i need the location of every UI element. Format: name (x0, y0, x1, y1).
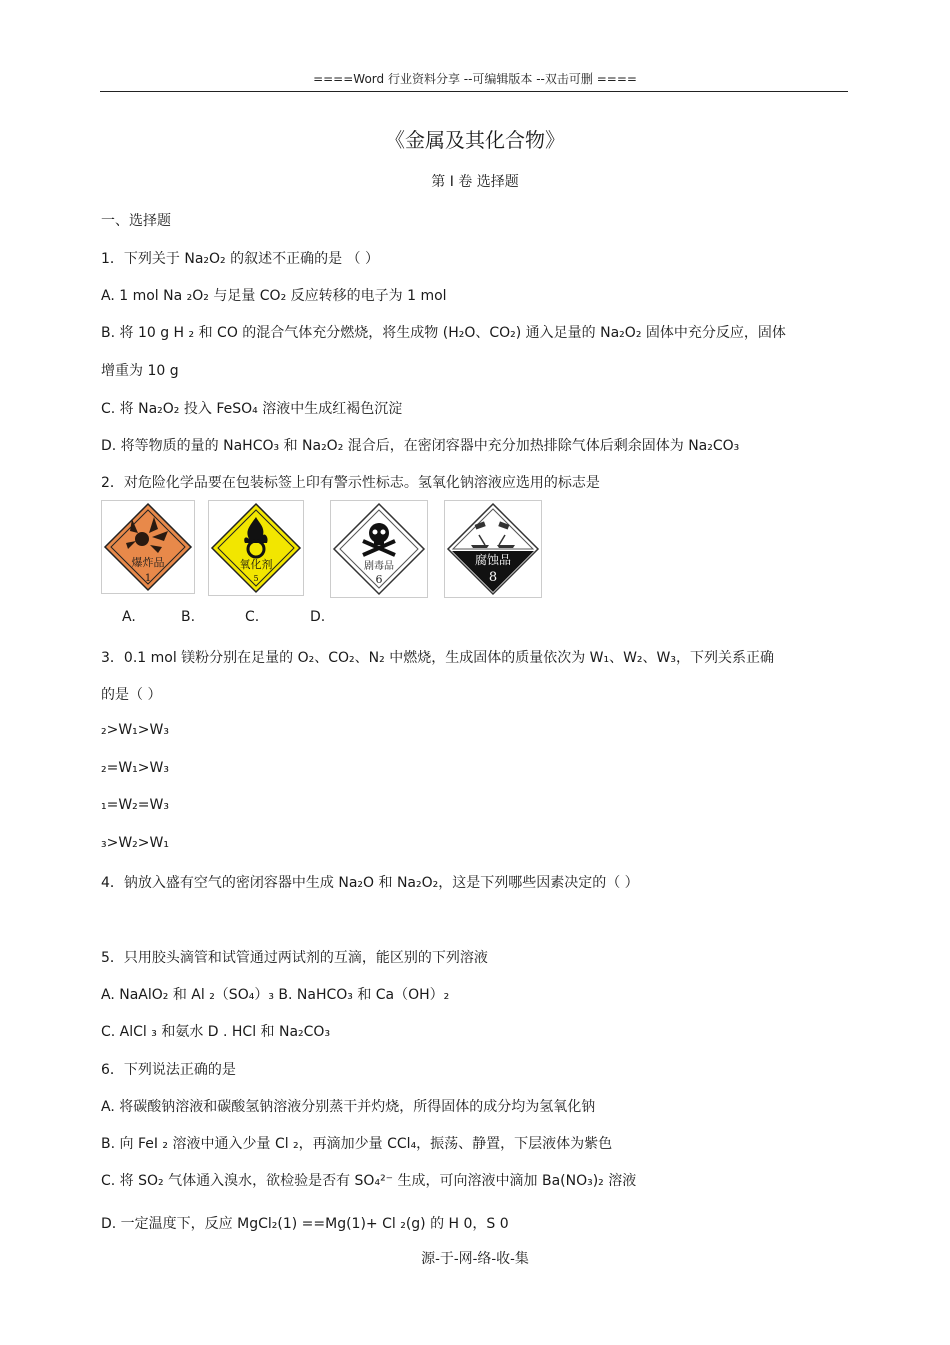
corrosive-sign-icon (444, 500, 542, 598)
question-1-option-c: C. 将 Na₂O₂ 投入 FeSO₄ 溶液中生成红褐色沉淀 (101, 401, 403, 417)
question-6-option-a: A. 将碳酸钠溶液和碳酸氢钠溶液分别蒸干并灼烧，所得固体的成分均为氢氧化钠 (101, 1099, 596, 1115)
question-1-stem: 1．下列关于 Na₂O₂ 的叙述不正确的是 （ ） (101, 251, 380, 267)
question-6-option-b: B. 向 FeI ₂ 溶液中通入少量 Cl ₂，再滴加少量 CCl₄，振荡、静置，下层液体为紫色 (101, 1136, 613, 1152)
question-5-options-ab: A. NaAlO₂ 和 Al ₂（SO₄）₃ B. NaHCO₃ 和 Ca（OH）₂ (101, 987, 450, 1003)
question-5-stem: 5．只用胶头滴管和试管通过两试剂的互滴，能区别的下列溶液 (101, 950, 488, 966)
toxic-sign-number: 6 (375, 573, 383, 586)
explosive-sign-number: 1 (144, 573, 152, 584)
page-footer: 源-于-网-络-收-集 (421, 1251, 529, 1267)
question-2-stem: 2．对危险化学品要在包装标签上印有警示性标志。氢氧化钠溶液应选用的标志是 (101, 475, 600, 491)
question-4-stem: 4．钠放入盛有空气的密闭容器中生成 Na₂O 和 Na₂O₂，这是下列哪些因素决定的（ ） (101, 875, 639, 891)
corrosive-sign-number: 8 (488, 570, 498, 585)
page-header: ====Word 行业资料分享 --可编辑版本 --双击可删 ==== (313, 72, 637, 86)
question-2-option-b: B. (181, 609, 196, 625)
oxidizer-sign-label: 氧化剂 (239, 558, 273, 571)
question-2-option-d: D. (310, 609, 326, 625)
toxic-sign-label: 剧毒品 (364, 561, 394, 572)
header-divider (100, 91, 848, 92)
question-5-options-cd: C. AlCl ₃ 和氨水 D . HCl 和 Na₂CO₃ (101, 1024, 331, 1040)
question-1-option-d: D. 将等物质的量的 NaHCO₃ 和 Na₂O₂ 混合后，在密闭容器中充分加热排除气体后剩余固体为 Na₂CO₃ (101, 438, 740, 454)
question-2-option-a: A. (122, 609, 136, 625)
question-3-option-a: ₂>W₁>W₃ (101, 722, 169, 738)
question-1-option-a: A. 1 mol Na ₂O₂ 与足量 CO₂ 反应转移的电子为 1 mol (101, 288, 447, 304)
question-3-option-b: ₂=W₁>W₃ (101, 760, 169, 776)
question-3-option-d: ₃>W₂>W₁ (101, 835, 169, 851)
section-subtitle: 第 I 卷 选择题 (431, 174, 519, 190)
corrosive-sign-label: 腐蚀品 (474, 553, 512, 567)
toxic-sign-icon (330, 500, 428, 598)
section-heading: 一、选择题 (101, 213, 171, 229)
explosive-sign-label: 爆炸品 (131, 556, 165, 569)
explosive-sign-icon (101, 500, 195, 594)
question-6-option-d: D. 一定温度下，反应 MgCl₂(1) ==Mg(1)+ Cl ₂(g) 的 H 0，S 0 (101, 1216, 509, 1232)
question-3-option-c: ₁=W₂=W₃ (101, 797, 169, 813)
question-1-option-b: B. 将 10 g H ₂ 和 CO 的混合气体充分燃烧，将生成物 (H₂O、CO₂) 通入足量的 Na₂O₂ 固体中充分反应，固体 (101, 325, 786, 341)
question-6-stem: 6．下列说法正确的是 (101, 1062, 236, 1078)
document-title: 《金属及其化合物》 (385, 128, 565, 152)
oxidizer-sign-number: 5 (253, 574, 259, 583)
question-6-option-c: C. 将 SO₂ 气体通入溴水，欲检验是否有 SO₄²⁻ 生成，可向溶液中滴加 Ba(NO₃)₂ 溶液 (101, 1173, 637, 1189)
oxidizer-sign-icon (208, 500, 304, 596)
question-1-option-b-continued: 增重为 10 g (101, 363, 179, 379)
question-3-stem: 3．0.1 mol 镁粉分别在足量的 O₂、CO₂、N₂ 中燃烧，生成固体的质量依次为 W₁、W₂、W₃，下列关系正确 (101, 650, 775, 666)
question-2-option-c: C. (245, 609, 260, 625)
question-3-stem-continued: 的是（ ） (101, 687, 162, 703)
